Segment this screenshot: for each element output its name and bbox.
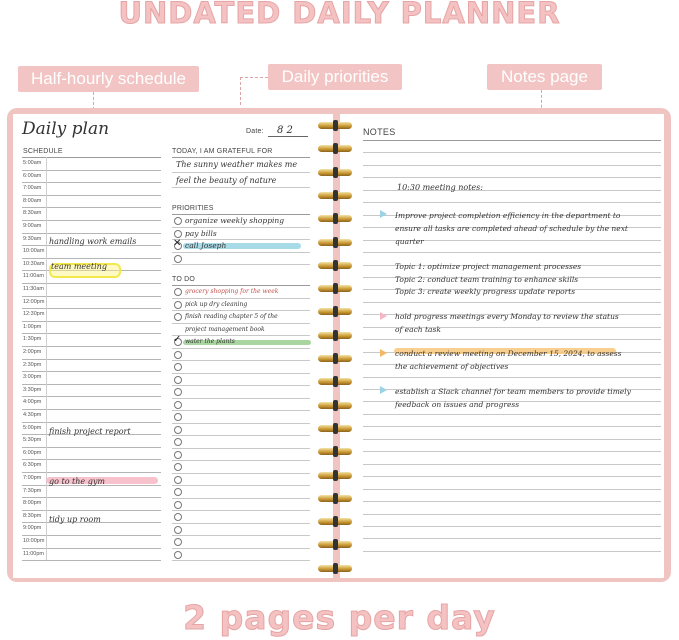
- schedule-row: [22, 497, 161, 511]
- time-separator: [46, 346, 47, 359]
- spiral-binding: [318, 120, 352, 570]
- todo-row: [172, 398, 310, 412]
- time-separator: [46, 396, 47, 409]
- schedule-row: [22, 485, 161, 499]
- checkbox-circle-icon[interactable]: [174, 255, 182, 263]
- todo-row: [172, 360, 310, 374]
- todo-row: [172, 323, 310, 337]
- checkbox-circle-icon[interactable]: [174, 301, 182, 309]
- schedule-entry: finish project report: [49, 427, 131, 436]
- x-mark-icon: ✕: [173, 238, 182, 249]
- todo-row: [172, 460, 310, 474]
- priorities-list: [172, 214, 310, 264]
- time-label: 1:30pm: [23, 336, 42, 343]
- todo-row: [172, 535, 310, 549]
- time-label: 8:00pm: [23, 500, 42, 507]
- time-label: 7:30pm: [23, 487, 42, 494]
- note-line: 10:30 meeting notes:: [397, 183, 483, 192]
- ruled-line: [363, 489, 661, 490]
- ruled-line: [363, 464, 661, 465]
- todo-row: [172, 435, 310, 449]
- triangle-marker-icon: [380, 210, 387, 218]
- time-separator: [46, 409, 47, 422]
- grateful-line: The sunny weather makes me: [176, 160, 298, 169]
- ruled-line: [363, 152, 661, 153]
- schedule-row: [22, 195, 161, 209]
- checkbox-circle-icon[interactable]: [174, 363, 182, 371]
- schedule-row: [22, 535, 161, 549]
- spiral-ring-icon: [318, 306, 352, 317]
- checkbox-circle-icon[interactable]: [174, 413, 182, 421]
- todo-row: [172, 448, 310, 462]
- note-line: the achievement of objectives: [395, 362, 509, 371]
- priority-row: [172, 239, 310, 253]
- time-label: 10:00pm: [23, 538, 45, 544]
- triangle-marker-icon: [380, 312, 387, 320]
- schedule-row: [22, 359, 161, 373]
- time-label: 8:30am: [23, 210, 42, 217]
- schedule-row: [22, 308, 161, 322]
- ruled-line: [363, 551, 661, 552]
- todo-row: [172, 423, 310, 437]
- checkbox-circle-icon[interactable]: [174, 376, 182, 384]
- time-separator: [46, 434, 47, 447]
- ruled-line: [363, 339, 661, 340]
- time-label: 12:00pm: [23, 298, 45, 305]
- note-line: conduct a review meeting on December 15, 2024, to assess: [395, 349, 622, 358]
- checkbox-circle-icon[interactable]: [174, 551, 182, 559]
- time-label: 11:30am: [23, 286, 44, 292]
- time-label: 9:30am: [23, 235, 42, 242]
- schedule-row: [22, 296, 161, 310]
- checkbox-circle-icon[interactable]: [174, 313, 182, 321]
- checkbox-circle-icon[interactable]: [174, 217, 182, 225]
- checkbox-circle-icon[interactable]: [174, 351, 182, 359]
- spiral-ring-icon: [318, 283, 352, 294]
- spiral-ring-icon: [318, 190, 352, 201]
- triangle-marker-icon: [380, 349, 387, 357]
- grateful-label: TODAY, I AM GRATEFUL FOR: [172, 148, 273, 155]
- spiral-ring-icon: [318, 516, 352, 527]
- checkbox-circle-icon[interactable]: [174, 388, 182, 396]
- todo-row: [172, 335, 310, 349]
- time-label: 7:00pm: [23, 475, 42, 481]
- todo-text: finish reading chapter 5 of the: [185, 313, 278, 320]
- todo-row: [172, 523, 310, 537]
- note-line: of each task: [395, 325, 441, 334]
- schedule-row: [22, 371, 161, 385]
- schedule-entry: tidy up room: [49, 515, 101, 524]
- schedule-row: [22, 548, 161, 562]
- todo-label: TO DO: [172, 276, 196, 283]
- spiral-ring-icon: [318, 563, 352, 574]
- time-label: 8:00am: [23, 197, 42, 204]
- spiral-ring-icon: [318, 446, 352, 457]
- spiral-ring-icon: [318, 423, 352, 434]
- todo-row: [172, 498, 310, 512]
- grateful-line: feel the beauty of nature: [176, 176, 277, 185]
- checkbox-circle-icon[interactable]: [174, 426, 182, 434]
- todo-text: pick up dry cleaning: [185, 300, 248, 308]
- priority-row: [172, 227, 310, 241]
- time-separator: [46, 182, 47, 195]
- todo-row: [172, 510, 310, 524]
- checkbox-circle-icon[interactable]: [174, 501, 182, 509]
- ruled-line: [363, 377, 661, 378]
- time-label: 10:00am: [23, 248, 45, 255]
- schedule-row: [22, 321, 161, 335]
- schedule-row: [22, 409, 161, 423]
- ruled-line: [363, 202, 661, 203]
- spiral-ring-icon: [318, 213, 352, 224]
- time-separator: [46, 548, 47, 561]
- priority-text: call Joseph: [185, 241, 227, 250]
- time-separator: [46, 220, 47, 233]
- todo-list: [172, 285, 310, 561]
- time-label: 2:00pm: [23, 349, 42, 355]
- time-separator: [46, 258, 47, 271]
- checkbox-circle-icon[interactable]: [174, 526, 182, 534]
- ruled-line: [363, 501, 661, 502]
- time-label: 11:00am: [23, 273, 44, 280]
- checkbox-circle-icon[interactable]: [174, 513, 182, 521]
- time-separator: [46, 422, 47, 435]
- note-line: ensure all tasks are completed ahead of schedule by the next: [395, 224, 628, 233]
- todo-text: water the plants: [185, 338, 235, 345]
- note-line: quarter: [395, 237, 424, 246]
- todo-row: [172, 485, 310, 499]
- schedule-list: [22, 157, 161, 567]
- priorities-label: PRIORITIES: [172, 205, 214, 212]
- time-label: 6:00am: [23, 172, 42, 179]
- todo-row: [172, 310, 310, 324]
- time-label: 11:00pm: [23, 550, 44, 557]
- note-line: establish a Slack channel for team members to provide timely: [395, 387, 631, 396]
- schedule-row: [22, 434, 161, 448]
- spiral-ring-icon: [318, 376, 352, 387]
- ruled-line: [363, 165, 661, 166]
- ruled-line: [363, 414, 661, 415]
- checkbox-circle-icon[interactable]: [174, 288, 182, 296]
- ruled-line: [363, 526, 661, 527]
- note-line: Improve project completion efficiency in the department to: [395, 211, 621, 220]
- date-underline: [268, 136, 308, 137]
- todo-row: [172, 285, 310, 299]
- spiral-ring-icon: [318, 330, 352, 341]
- ruled-line: [363, 140, 661, 141]
- priority-row: [172, 214, 310, 228]
- schedule-row: [22, 459, 161, 473]
- time-separator: [46, 510, 47, 523]
- checkbox-circle-icon[interactable]: [174, 488, 182, 496]
- ruled-line: [172, 172, 310, 173]
- spiral-ring-icon: [318, 539, 352, 550]
- checkbox-circle-icon[interactable]: [174, 463, 182, 471]
- schedule-row: [22, 245, 161, 259]
- time-separator: [46, 157, 47, 170]
- priority-text: pay bills: [185, 228, 217, 238]
- time-label: 2:30pm: [23, 361, 42, 368]
- time-label: 12:30pm: [23, 311, 45, 318]
- time-separator: [46, 359, 47, 372]
- time-label: 3:30pm: [23, 386, 42, 393]
- checkbox-circle-icon[interactable]: [174, 451, 182, 459]
- checkbox-circle-icon[interactable]: [174, 538, 182, 546]
- date-value: 8 2: [277, 125, 293, 136]
- ruled-line: [363, 439, 661, 440]
- priority-row: [172, 252, 310, 266]
- schedule-entry: go to the gym: [49, 477, 105, 486]
- checkbox-circle-icon[interactable]: [174, 230, 182, 238]
- time-separator: [46, 497, 47, 510]
- spiral-ring-icon: [318, 493, 352, 504]
- todo-row: [172, 348, 310, 362]
- callout-priorities: Daily priorities: [268, 64, 402, 90]
- time-label: 5:00am: [23, 160, 42, 166]
- callout-pointer: [240, 77, 241, 105]
- note-line: Topic 3: create weekly progress update reports: [395, 287, 576, 296]
- schedule-row: [22, 333, 161, 347]
- checkbox-circle-icon[interactable]: [174, 401, 182, 409]
- time-label: 10:30am: [23, 260, 45, 267]
- main-title: UNDATED DAILY PLANNER: [118, 0, 561, 30]
- note-line: Topic 2: conduct team training to enhance skills: [395, 275, 579, 284]
- time-separator: [46, 270, 47, 283]
- time-separator: [46, 485, 47, 498]
- schedule-row: [22, 447, 161, 461]
- schedule-row: [22, 283, 161, 297]
- ruled-line: [363, 177, 661, 178]
- footer-subtitle: 2 pages per day: [183, 598, 496, 637]
- page-title: Daily plan: [22, 119, 110, 139]
- spiral-ring-icon: [318, 237, 352, 248]
- note-line: hold progress meetings every Monday to review the status: [395, 312, 619, 321]
- ruled-line: [363, 451, 661, 452]
- time-label: 8:30pm: [23, 512, 42, 519]
- time-label: 7:00am: [23, 185, 42, 192]
- time-separator: [46, 233, 47, 246]
- todo-row: [172, 473, 310, 487]
- ruled-line: [363, 514, 661, 515]
- schedule-row: [22, 384, 161, 398]
- spiral-ring-icon: [318, 167, 352, 178]
- schedule-row: [22, 170, 161, 184]
- todo-text: grocery shopping for the week: [185, 288, 279, 295]
- time-separator: [46, 384, 47, 397]
- time-label: 4:00pm: [23, 399, 42, 406]
- spiral-ring-icon: [318, 260, 352, 271]
- spiral-ring-icon: [318, 400, 352, 411]
- note-line: feedback on issues and progress: [395, 400, 520, 409]
- time-separator: [46, 371, 47, 384]
- time-label: 9:00am: [23, 223, 42, 229]
- time-label: 5:30pm: [23, 437, 42, 444]
- priority-text: organize weekly shopping: [185, 216, 285, 225]
- notes-title: NOTES: [363, 127, 396, 137]
- time-separator: [46, 447, 47, 460]
- schedule-label: SCHEDULE: [23, 148, 63, 155]
- time-separator: [46, 308, 47, 321]
- time-separator: [46, 333, 47, 346]
- time-label: 6:00pm: [23, 449, 42, 456]
- spiral-ring-icon: [318, 143, 352, 154]
- time-separator: [46, 321, 47, 334]
- todo-row: [172, 298, 310, 312]
- time-separator: [46, 535, 47, 548]
- ruled-line: [363, 252, 661, 253]
- callout-notes: Notes page: [487, 64, 602, 90]
- callout-pointer: [240, 77, 268, 78]
- time-separator: [46, 296, 47, 309]
- time-label: 6:30pm: [23, 462, 42, 469]
- time-label: 3:00pm: [23, 374, 42, 381]
- schedule-entry: team meeting: [51, 262, 107, 271]
- time-separator: [46, 459, 47, 472]
- todo-row: [172, 548, 310, 562]
- time-label: 1:00pm: [23, 323, 42, 330]
- todo-row: [172, 385, 310, 399]
- check-mark-icon: ✓: [173, 334, 182, 345]
- date-label: Date:: [246, 128, 264, 135]
- grateful-divider: [172, 157, 310, 158]
- time-separator: [46, 522, 47, 535]
- time-label: 9:00pm: [23, 525, 42, 532]
- time-separator: [46, 283, 47, 296]
- spiral-ring-icon: [318, 470, 352, 481]
- ruled-line: [172, 187, 310, 188]
- callout-schedule: Half-hourly schedule: [18, 66, 199, 92]
- schedule-row: [22, 396, 161, 410]
- todo-text: project management book: [185, 325, 265, 333]
- note-line: Topic 1: optimize project management processes: [395, 262, 582, 271]
- schedule-entry: handling work emails: [49, 237, 137, 246]
- spiral-ring-icon: [318, 120, 352, 131]
- schedule-row: [22, 157, 161, 171]
- schedule-row: [22, 522, 161, 536]
- time-separator: [46, 195, 47, 208]
- schedule-row: [22, 182, 161, 196]
- ruled-line: [363, 538, 661, 539]
- checkbox-circle-icon[interactable]: [174, 476, 182, 484]
- time-separator: [46, 207, 47, 220]
- schedule-row: [22, 220, 161, 234]
- time-separator: [46, 245, 47, 258]
- time-label: 5:00pm: [23, 424, 42, 431]
- ruled-line: [363, 302, 661, 303]
- todo-row: [172, 410, 310, 424]
- ruled-line: [363, 476, 661, 477]
- triangle-marker-icon: [380, 386, 387, 394]
- schedule-row: [22, 207, 161, 221]
- ruled-line: [363, 426, 661, 427]
- checkbox-circle-icon[interactable]: [174, 438, 182, 446]
- time-separator: [46, 170, 47, 183]
- schedule-row: [22, 346, 161, 360]
- spiral-ring-icon: [318, 353, 352, 364]
- todo-row: [172, 373, 310, 387]
- time-label: 4:30pm: [23, 412, 42, 418]
